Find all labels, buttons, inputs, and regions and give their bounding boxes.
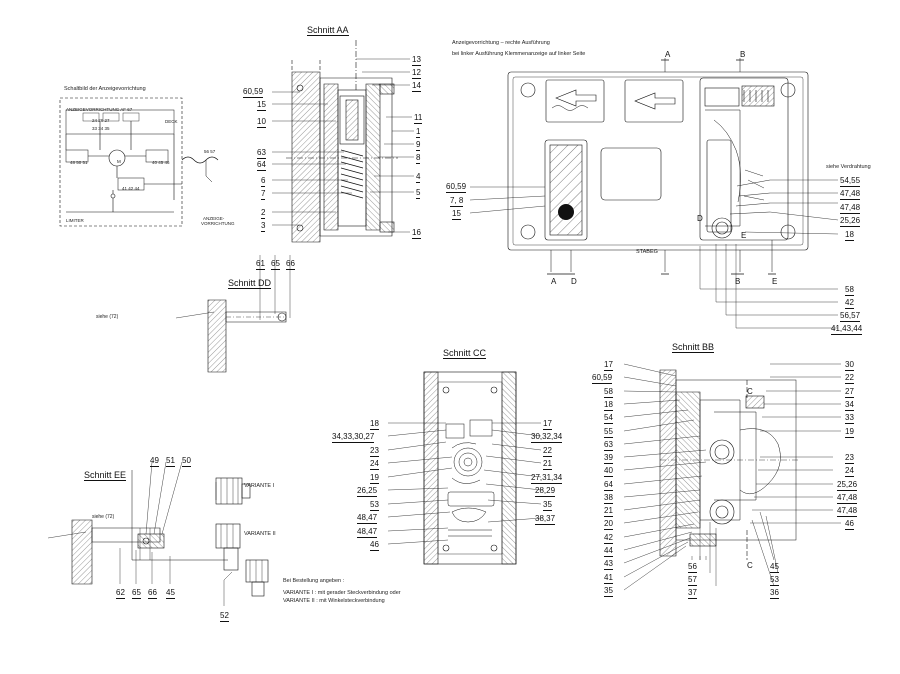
note-note-stabeg: STABEG (636, 249, 658, 255)
part-number-fv-47-48b: 47,48 (840, 203, 861, 212)
part-number-bb-36: 36 (770, 588, 779, 597)
part-number-bb-42: 42 (604, 533, 613, 542)
part-number-bb-58: 58 (604, 387, 613, 396)
part-number-aa-8: 8 (416, 153, 421, 162)
schematic-text-sch-t3: M (117, 159, 121, 164)
schematic-text-sch-t9: ANZEIGE- (203, 216, 225, 221)
section-title-section-cc: Schnitt CC (443, 348, 487, 358)
part-number-cc-30-32-34: 30,32,34 (531, 432, 563, 441)
part-number-bb-54: 54 (604, 413, 613, 422)
part-number-bb-22: 22 (845, 373, 854, 382)
part-number-cc-53: 53 (370, 500, 379, 509)
view-mark-mark-c-bb-bottom: C (747, 561, 753, 570)
note-note-wiring: siehe Verdrahtung (826, 164, 871, 170)
part-number-bb-55: 55 (604, 427, 613, 436)
part-number-cc-21: 21 (543, 459, 552, 468)
schematic-text-sch-t10: VORRICHTUNG (201, 221, 235, 226)
section-title-section-bb: Schnitt BB (672, 342, 715, 352)
part-number-aa-5: 5 (416, 188, 421, 197)
part-number-fv-15: 15 (452, 209, 461, 218)
note-note-variant-label-2: VARIANTE II (244, 531, 276, 537)
part-number-bb-64: 64 (604, 480, 613, 489)
part-number-aa-13: 13 (412, 55, 421, 64)
part-number-cc-22: 22 (543, 446, 552, 455)
part-number-cc-18: 18 (370, 419, 379, 428)
schematic-text-sch-deck: DECK (165, 119, 178, 124)
part-number-aa-4: 4 (416, 172, 421, 181)
part-number-bb-45: 45 (770, 562, 779, 571)
part-number-fv-7-8: 7, 8 (450, 196, 464, 205)
section-title-section-ee: Schnitt EE (84, 470, 127, 480)
schematic-text-sch-header: ANZEIGEVORRICHTUNG AF 67 (66, 107, 133, 112)
part-number-bb-19: 19 (845, 427, 854, 436)
part-number-bb-21: 21 (604, 506, 613, 515)
part-number-bb-40: 40 (604, 466, 613, 475)
part-number-aa-2: 2 (261, 208, 266, 217)
part-number-aa-1: 1 (416, 127, 421, 136)
part-number-aa-60-59: 60,59 (243, 87, 264, 96)
part-number-aa-16: 16 (412, 228, 421, 237)
schematic-text-sch-t4: 48 50 51 (70, 160, 88, 165)
part-number-aa-3: 3 (261, 221, 266, 230)
schematic-text-sch-t7: 41 42 44 (122, 186, 140, 191)
part-number-aa-15: 15 (257, 100, 266, 109)
view-mark-mark-a-top: A (665, 50, 671, 59)
part-number-fv-42: 42 (845, 298, 854, 307)
part-number-bb-60-59: 60,59 (592, 373, 613, 382)
part-number-bb-56: 56 (688, 562, 697, 571)
view-mark-mark-a-bottom: A (551, 277, 557, 286)
part-number-cc-48-47a: 48,47 (357, 513, 378, 522)
note-note-variant-head: Bei Bestellung angeben : (283, 578, 345, 584)
part-number-cc-17: 17 (543, 419, 552, 428)
part-number-aa-12: 12 (412, 68, 421, 77)
part-number-cc-19: 19 (370, 473, 379, 482)
schematic-text-sch-t5: 40 45 46 (152, 160, 170, 165)
part-number-fv-54-55: 54,55 (840, 176, 861, 185)
part-number-bb-53: 53 (770, 575, 779, 584)
part-number-bb-37: 37 (688, 588, 697, 597)
view-mark-mark-b-top: B (740, 50, 746, 59)
part-number-bb-35: 35 (604, 586, 613, 595)
part-number-ee-62: 62 (116, 588, 125, 597)
part-number-bb-34: 34 (845, 400, 854, 409)
part-number-ee-66: 66 (148, 588, 157, 597)
part-number-fv-18: 18 (845, 230, 854, 239)
part-number-bb-18: 18 (604, 400, 613, 409)
part-number-ee-52: 52 (220, 611, 229, 620)
part-number-bb-63: 63 (604, 440, 613, 449)
part-number-cc-28-29: 28,29 (535, 486, 556, 495)
part-number-aa-7: 7 (261, 189, 266, 198)
part-number-ee-65: 65 (132, 588, 141, 597)
view-mark-mark-b-bottom: B (735, 277, 741, 286)
part-number-cc-35: 35 (543, 500, 552, 509)
part-number-aa-63: 63 (257, 148, 266, 157)
view-mark-mark-e-bottom: E (772, 277, 778, 286)
part-number-bb-46: 46 (845, 519, 854, 528)
part-number-fv-47-48a: 47,48 (840, 189, 861, 198)
schematic-text-sch-t6: 56 57 (204, 149, 216, 154)
note-note-variant-1: VARIANTE I : mit gerader Steckverbindung oder (283, 590, 401, 596)
part-number-cc-23: 23 (370, 446, 379, 455)
section-title-section-dd: Schnitt DD (228, 278, 272, 288)
svg-text:siehe (72): siehe (72) (96, 314, 119, 320)
part-number-bb-24: 24 (845, 466, 854, 475)
part-number-ee-45: 45 (166, 588, 175, 597)
part-number-bb-43: 43 (604, 559, 613, 568)
schematic-text-sch-t2: 33 34 35 (92, 126, 110, 131)
part-number-ee-51: 51 (166, 456, 175, 465)
part-number-bb-57: 57 (688, 575, 697, 584)
note-note-display-device-2: bei linker Ausführung Klemmenanzeige auf linker Seite (452, 51, 586, 57)
part-number-bb-25-26: 25,26 (837, 480, 858, 489)
view-mark-mark-d-bottom: D (571, 277, 577, 286)
part-number-bb-41: 41 (604, 573, 613, 582)
part-number-bb-44: 44 (604, 546, 613, 555)
part-number-bb-39: 39 (604, 453, 613, 462)
part-number-cc-27-31-34: 27,31,34 (531, 473, 563, 482)
note-note-circuit-diagram: Schaltbild der Anzeigevorrichtung (64, 86, 146, 92)
part-number-aa-9: 9 (416, 140, 421, 149)
part-number-dd-66: 66 (286, 259, 295, 268)
note-note-variant-label-1: VARIANTE I (244, 483, 275, 489)
svg-text:siehe (72): siehe (72) (92, 514, 115, 520)
part-number-cc-46: 46 (370, 540, 379, 549)
part-number-fv-56-57: 56,57 (840, 311, 861, 320)
part-number-bb-27: 27 (845, 387, 854, 396)
view-mark-mark-d-right: D (697, 214, 703, 223)
schematic-text-sch-t8: LIMITER (66, 218, 84, 223)
part-number-aa-11: 11 (414, 113, 423, 122)
part-number-cc-26-25: 26,25 (357, 486, 378, 495)
part-number-cc-34-33-30-27: 34,33,30,27 (332, 432, 375, 441)
part-number-aa-6: 6 (261, 176, 266, 185)
part-number-cc-24: 24 (370, 459, 379, 468)
view-mark-mark-c-bb-top: C (747, 387, 753, 396)
part-number-dd-61: 61 (256, 259, 265, 268)
part-number-bb-20: 20 (604, 519, 613, 528)
part-number-bb-47-48b: 47,48 (837, 506, 858, 515)
part-number-fv-25-26: 25,26 (840, 216, 861, 225)
part-number-bb-30: 30 (845, 360, 854, 369)
part-number-bb-33: 33 (845, 413, 854, 422)
part-number-bb-17: 17 (604, 360, 613, 369)
part-number-cc-48-47b: 48,47 (357, 527, 378, 536)
part-number-aa-10: 10 (257, 117, 266, 126)
part-number-fv-41-43-44: 41,43,44 (831, 324, 863, 333)
part-number-fv-60-59: 60,59 (446, 182, 467, 191)
part-number-bb-38: 38 (604, 493, 613, 502)
part-number-bb-47-48a: 47,48 (837, 493, 858, 502)
section-title-section-aa: Schnitt AA (307, 25, 349, 35)
part-number-bb-23: 23 (845, 453, 854, 462)
part-number-aa-14: 14 (412, 81, 421, 90)
note-note-variant-2: VARIANTE II : mit Winkelsteckverbindung (283, 598, 385, 604)
part-number-fv-58: 58 (845, 285, 854, 294)
view-mark-mark-e-right: E (741, 231, 747, 240)
part-number-dd-65: 65 (271, 259, 280, 268)
schematic-text-sch-t1: 24 26 27 (92, 118, 110, 123)
part-number-ee-50: 50 (182, 456, 191, 465)
part-number-aa-64: 64 (257, 160, 266, 169)
note-note-display-device: Anzeigevorrichtung – rechte Ausführung (452, 40, 550, 46)
part-number-ee-49: 49 (150, 456, 159, 465)
part-number-cc-38-37: 38,37 (535, 514, 556, 523)
